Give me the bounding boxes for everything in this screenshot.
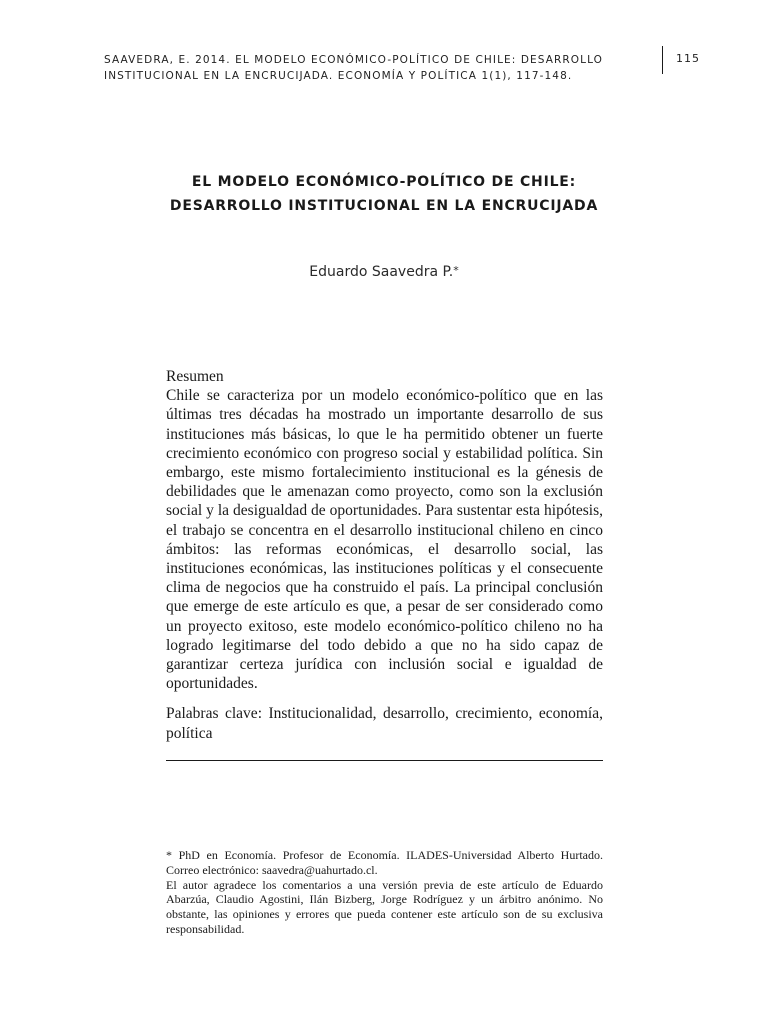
running-header (104, 52, 624, 84)
author-name: Eduardo Saavedra P. (309, 264, 454, 280)
abstract-divider (166, 760, 603, 761)
citation-line-2: INSTITUCIONAL EN LA ENCRUCIJADA. ECONOMÍA Y POLÍTICA 1(1), 117-148. (104, 70, 573, 82)
abstract-section (166, 367, 603, 743)
citation-line-1: SAAVEDRA, E. 2014. EL MODELO ECONÓMICO-POLÍTICO DE CHILE: DESARROLLO (104, 54, 604, 66)
author-line (60, 264, 708, 280)
keywords: Palabras clave: Institucionalidad, desarrollo, crecimiento, economía, política (166, 705, 603, 742)
footnote (166, 848, 603, 937)
title-line-2: DESARROLLO INSTITUCIONAL EN LA ENCRUCIJADA (169, 198, 599, 214)
footnote-affiliation: * PhD en Economía. Profesor de Economía. ILADES-Universidad Alberto Hurtado. Correo electrónico: saavedra@uahurtado.cl. (166, 848, 603, 877)
title-line-1: EL MODELO ECONÓMICO-POLÍTICO DE CHILE: (191, 174, 577, 190)
footnote-acknowledgement: El autor agradece los comentarios a una versión previa de este artículo de Eduardo Abarzúa, Claudio Agostini, Ilán Bizberg, Jorge Rodríguez y un árbitro anónimo. No obstante, las opiniones y errores que pueda contener este artículo son de su exclusiva responsabilidad. (166, 877, 603, 936)
author-footnote-mark: * (453, 264, 459, 277)
abstract-body: Chile se caracteriza por un modelo económico-político que en las últimas tres décadas ha mostrado un importante desarrollo de sus instituciones más básicas, lo que le ha permitido obtener un fuerte crecimiento económico con progreso social y estabilidad política. Sin embargo, este mismo fortalecimiento institucional es la génesis de debilidades que le amenazan como proyecto, como son la exclusión social y la desigualdad de oportunidades. Para sustentar esta hipótesis, el trabajo se concentra en el desarrollo institucional chileno en cinco ámbitos: las reformas económicas, el desarrollo social, las instituciones económicas, las instituciones políticas y el consecuente clima de negocios que ha construido el país. La principal conclusión que emerge de este artículo es que, a pesar de ser considerado como un proyecto exitoso, este modelo económico-político chileno no ha logrado legitimarse del todo debido a que no ha sido capaz de garantizar certeza jurídica con inclusión social e igualdad de oportunidades. (166, 387, 603, 693)
header-divider (662, 46, 663, 74)
article-title (60, 170, 708, 218)
page-number: 115 (676, 52, 700, 65)
abstract-heading: Resumen (166, 368, 224, 385)
